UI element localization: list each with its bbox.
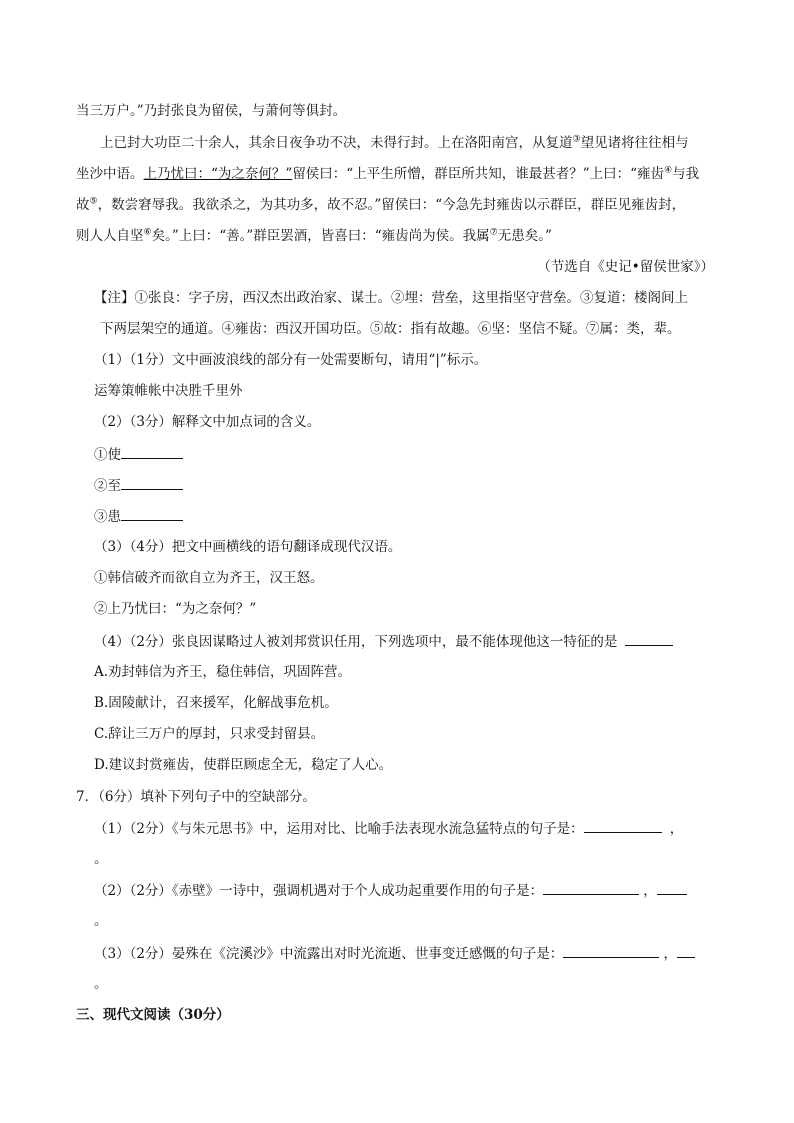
- question-7-3: （3）（2分）晏殊在《浣溪沙》中流露出对时光流逝、世事变迁感慨的句子是： ，: [94, 943, 744, 964]
- question-2-item-3: ③患: [94, 506, 744, 527]
- passage-line-5: 则人人自坚⑥矣。”上曰：“善。”群臣罢酒，皆喜曰：“雍齿尚为侯。我属⑦无患矣。”: [76, 227, 552, 244]
- footnote-marker: ③: [572, 134, 581, 145]
- source-citation: （节选自《史记•留侯世家》）: [537, 259, 714, 275]
- question-2-item-1: ①使: [94, 444, 744, 465]
- question-7-2: （2）（2分）《赤壁》一诗中，强调机遇对于个人成功起重要作用的句子是： ，: [94, 880, 744, 901]
- option-a: A.劝封韩信为齐王，稳住韩信，巩固阵营。: [94, 664, 352, 680]
- answer-blank[interactable]: [563, 943, 659, 958]
- underlined-sentence: 上乃忧曰：“为之奈何？”: [143, 166, 293, 182]
- answer-blank[interactable]: [625, 631, 673, 646]
- question-2-item-2: ②至: [94, 475, 744, 496]
- answer-blank[interactable]: [121, 506, 183, 521]
- option-d: D.建议封赏雍齿，使群臣顾虑全无，稳定了人心。: [94, 757, 393, 773]
- answer-blank[interactable]: [677, 943, 695, 958]
- question-3-item-2: ②上乃忧曰：“为之奈何？”: [94, 601, 257, 617]
- section-heading: 三、现代文阅读（30分）: [76, 1007, 230, 1023]
- question-2: （2）（3分）解释文中加点词的含义。: [94, 414, 321, 430]
- notes-line-1: 【注】①张良：字子房，西汉杰出政治家、谋士。②埋：营垒，这里指坚守营垒。③复道：楼阁间上: [94, 290, 688, 306]
- question-3-item-1: ①韩信破齐而欲自立为齐王，汉王怒。: [94, 570, 324, 586]
- question-1: （1）（1分）文中画波浪线的部分有一处需要断句，请用“|”标示。: [94, 352, 488, 368]
- question-7-3-end: 。: [94, 976, 108, 992]
- answer-blank[interactable]: [543, 880, 639, 895]
- passage-line-3: 坐沙中语。上乃忧曰：“为之奈何？”留侯曰：“上平生所憎，群臣所共知，谁最甚者？”上曰：“雍齿④与我: [76, 165, 700, 182]
- question-7-1-end: 。: [94, 851, 108, 867]
- question-1-text: 运筹策帷帐中决胜千里外: [94, 383, 243, 399]
- passage-line-2: 上已封大功臣二十余人，其余日夜争功不决，未得行封。上在洛阳南宫，从复道③望见诸将往往相与: [100, 134, 689, 151]
- footnote-marker: ⑥: [143, 227, 152, 238]
- option-c: C.辞让三万户的厚封，只求受封留县。: [94, 726, 325, 742]
- answer-blank[interactable]: [121, 444, 183, 459]
- notes-line-2: 下两层架空的通道。④雍齿：西汉开国功臣。⑤故：指有故趣。⑥坚：坚信不疑。⑦属：类，辈。: [100, 321, 681, 337]
- footnote-marker: ⑦: [489, 227, 498, 238]
- answer-blank[interactable]: [584, 818, 662, 833]
- footnote-marker: ④: [664, 165, 673, 176]
- question-7: 7．（6分）填补下列句子中的空缺部分。: [76, 789, 316, 805]
- answer-blank[interactable]: [657, 880, 687, 895]
- passage-line-4: 故⑤，数尝窘辱我。我欲杀之，为其功多，故不忍。”留侯曰：“今急先封雍齿以示群臣，群臣见雍齿封，: [76, 196, 686, 213]
- answer-blank[interactable]: [121, 475, 183, 490]
- passage-line-1: 当三万户。”乃封张良为留侯，与萧何等俱封。: [76, 103, 347, 119]
- question-4: （4）（2分）张良因谋略过人被刘邦赏识任用，下列选项中，最不能体现他这一特征的是: [94, 631, 744, 652]
- question-3: （3）（4分）把文中画横线的语句翻译成现代汉语。: [94, 539, 402, 555]
- question-7-1: （1）（2分）《与朱元思书》中，运用对比、比喻手法表现水流急猛特点的句子是： ，: [94, 818, 744, 839]
- footnote-marker: ⑤: [89, 196, 98, 207]
- question-7-2-end: 。: [94, 913, 108, 929]
- option-b: B.固陵献计，召来援军，化解战事危机。: [94, 695, 338, 711]
